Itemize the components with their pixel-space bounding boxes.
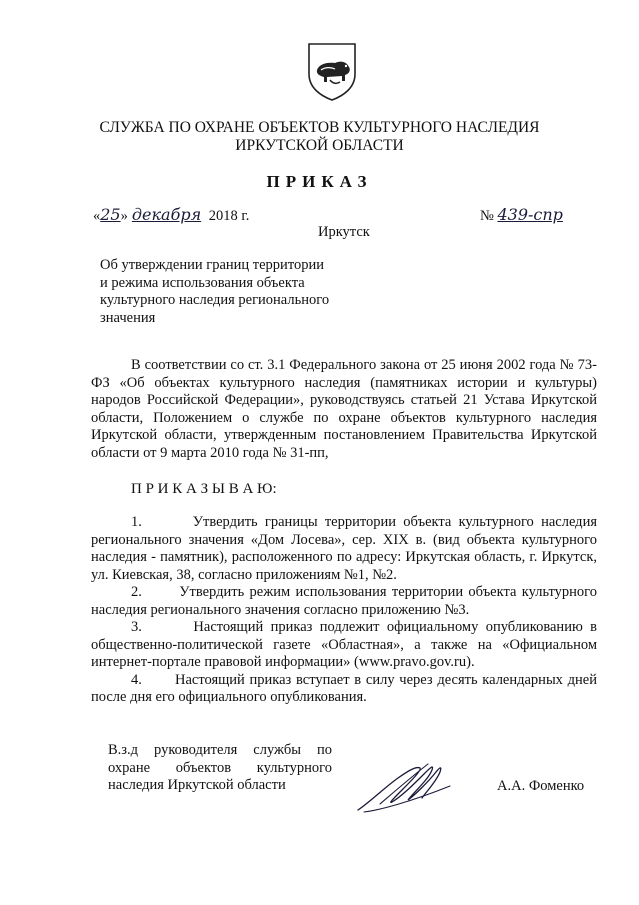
date-month: декабря — [131, 205, 202, 224]
number-value: 439-спр — [497, 205, 563, 224]
item-number: 4. — [131, 671, 142, 688]
position-line: охране объектов культурного — [108, 759, 332, 776]
order-items-list — [91, 514, 597, 707]
document-type-title: ПРИКАЗ — [266, 172, 373, 191]
subject-line: Об утверждении границ территории — [100, 257, 324, 273]
document-number — [480, 206, 563, 226]
order-heading: П Р И К А З Ы В А Ю: — [131, 481, 277, 497]
subject-line: значения — [100, 309, 156, 326]
order-item — [91, 514, 597, 584]
order-item — [91, 619, 597, 672]
position-line: В.з.д руководителя службы по — [108, 742, 332, 758]
item-number: 2. — [131, 584, 142, 600]
date-year: 2018 г. — [208, 208, 250, 224]
order-item — [91, 584, 597, 619]
organization-name-line2: ИРКУТСКОЙ ОБЛАСТИ — [235, 137, 404, 154]
item-text: Утвердить границы территории объекта культурного наследия регионального значения «Дом Лосева», сер. XIX в. (вид объекта культурного наследия - памятник), расположенного по адресу: Иркутская область, г. Иркутск, ул. Киевская, 38, согласно приложениям №1, №2. — [91, 514, 597, 583]
city: Иркутск — [318, 224, 370, 240]
organization-name-line1: СЛУЖБА ПО ОХРАНЕ ОБЪЕКТОВ КУЛЬТУРНОГО НАСЛЕДИЯ — [99, 119, 540, 136]
date-close-quote: » — [120, 208, 128, 224]
signatory-name: А.А. Фоменко — [497, 778, 585, 794]
number-prefix: № — [480, 208, 494, 224]
handwritten-signature-icon — [350, 752, 460, 817]
signatory-position — [108, 742, 332, 795]
item-text: Утвердить режим использования территории объекта культурного наследия регионального значения согласно приложению №3. — [91, 584, 598, 618]
document-subject — [100, 257, 342, 327]
item-number: 1. — [131, 514, 142, 530]
date-open-quote: « — [93, 208, 101, 224]
position-line: наследия Иркутской области — [108, 777, 286, 793]
subject-line: и режима использования объекта — [100, 274, 305, 291]
preamble-paragraph: В соответствии со ст. 3.1 Федерального закона от 25 июня 2002 года № 73-ФЗ «Об объектах культурного наследия (памятниках истории и культуры) народов Российской Федерации», руководствуясь статьей 21 Устава Иркутской области, Положением о службе по охране объектов культурного наследия Иркутской области, утвержденным постановлением Правительства Иркутской области от 9 марта 2010 года № 31-пп, — [91, 357, 597, 461]
item-text: Настоящий приказ подлежит официальному опубликованию в общественно-политической газете «Областная», а также на «Официальном интернет-портале правовой информации» (www.pravo.gov.ru). — [91, 619, 597, 670]
document-date — [93, 206, 249, 226]
coat-of-arms-icon — [305, 40, 359, 102]
item-number: 3. — [131, 619, 142, 635]
date-day: 25 — [100, 205, 121, 224]
item-text: Настоящий приказ вступает в силу через десять календарных дней после дня его официального опубликования. — [91, 671, 597, 705]
order-item — [91, 672, 597, 707]
subject-line: культурного наследия регионального — [100, 292, 330, 308]
